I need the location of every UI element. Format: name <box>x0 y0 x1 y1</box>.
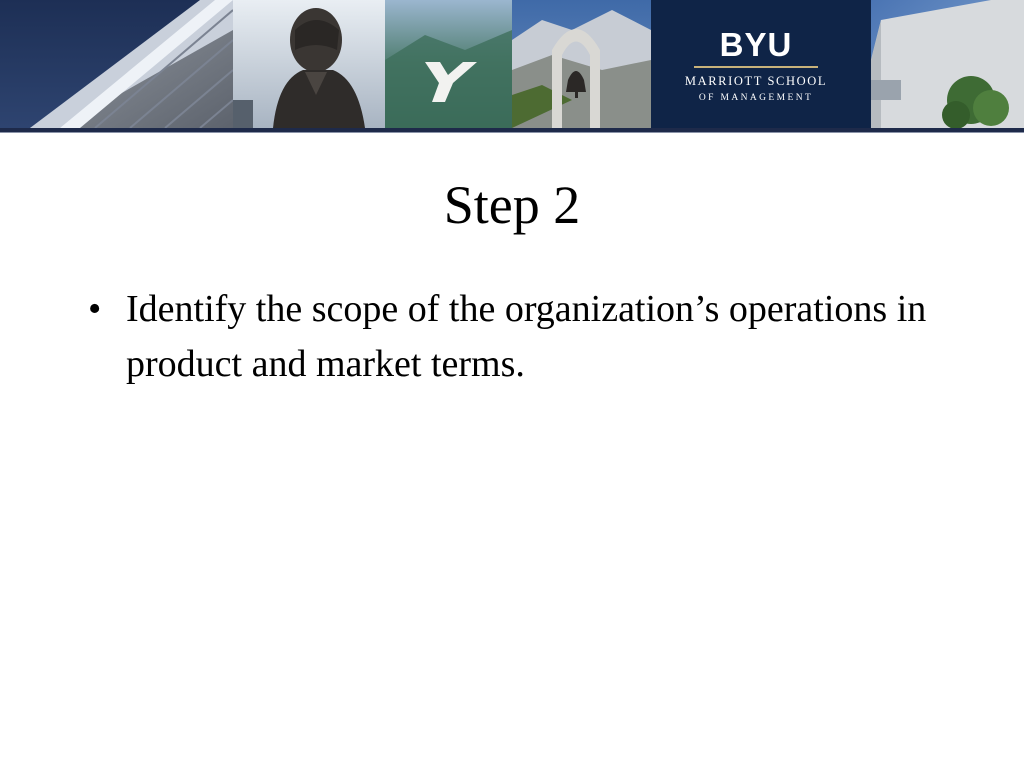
logo-wordmark: BYU <box>719 26 793 63</box>
bullet-text: Identify the scope of the organization’s operations in product and market terms. <box>126 288 927 385</box>
banner-divider-highlight <box>0 132 1024 133</box>
building-photo <box>0 0 233 128</box>
statue-photo <box>233 0 385 128</box>
bell-tower-photo <box>512 0 651 128</box>
byu-marriott-logo <box>651 0 871 128</box>
header-banner <box>0 0 1024 128</box>
bullet-list <box>88 282 938 392</box>
logo-school-subtitle: OF MANAGEMENT <box>698 93 814 103</box>
modern-building-photo <box>871 0 1024 128</box>
mountain-y-photo <box>385 0 512 128</box>
slide-title: Step 2 <box>443 175 581 235</box>
logo-divider <box>694 66 818 68</box>
logo-school-name: MARRIOTT SCHOOL <box>684 74 828 88</box>
bullet-marker: • <box>88 288 102 330</box>
bullet-item <box>88 282 938 392</box>
